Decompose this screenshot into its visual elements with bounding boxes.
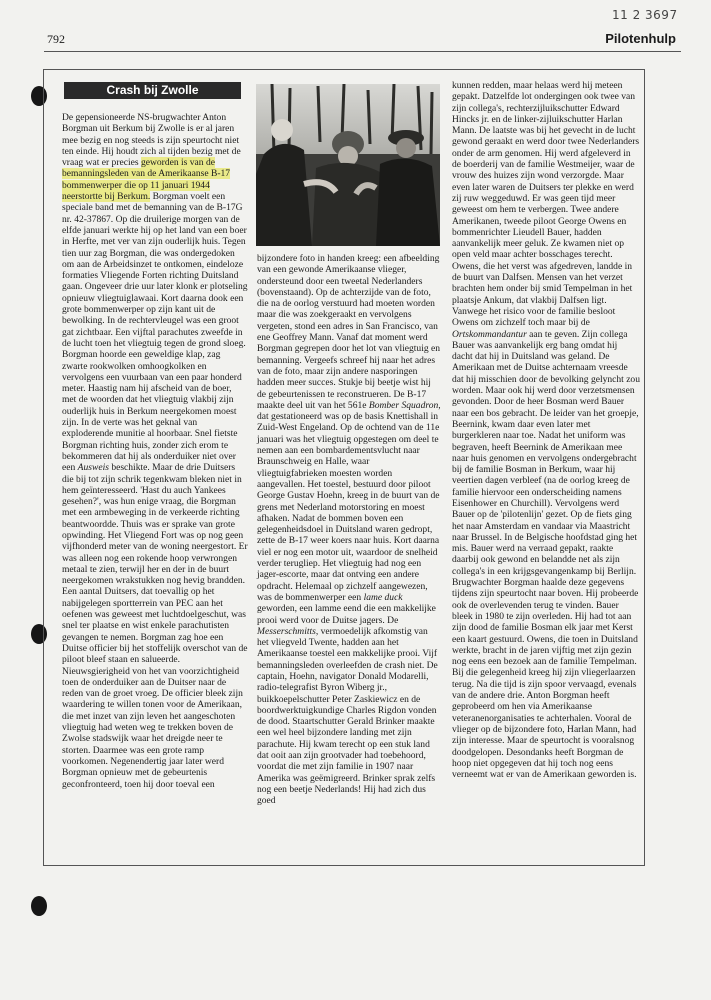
article-title: Crash bij Zwolle	[64, 82, 241, 99]
italic-term-bomber-squadron: Bomber Squadron	[368, 399, 439, 411]
header-rule	[44, 51, 681, 52]
column-2-text-part-3: geworden, een lamme eend die een makkelijke prooi werd voor de Duitse jagers. De	[257, 603, 436, 626]
column-2-text-start: bijzondere foto in handen kreeg: een afbeelding van een gewonde Amerikaanse vlieger, ondersteund door een tweetal Nederlanders (bovenstaand). Op de achterzijde van de foto, die na de oorlog verstuurd had moeten worden maar die was zoekgeraakt en vervolgens vergeten, stond een adres in San Francisco, van ene Geoffrey Mann. Vanaf dat moment werd Borgman gegrepen door het lot van vliegtuig en bemanning. Vergeefs schreef hij naar het adres van de foto, maar zijn andere nasporingen hadden meer succes. Stukje bij beetje wist hij de gebeurtenissen te reconstrueren. De B-17 maakte deel uit van het 561e	[257, 253, 441, 411]
article-photo	[256, 84, 440, 246]
column-2-text-part-2: , dat gestationeerd was op de basis Knettishall in Zuid-West Engeland. Op de ochtend van de 11e januari was het vliegtuig opgestegen om deel te nemen aan een bombardementsvlucht naar Braunschweig en Halle, waar vliegtuigfabrieken moesten worden aangevallen. Het toestel, bestuurd door piloot George Gustav Hoehn, kreeg in de buurt van de grens met Nederland motorstoring en moest afhaken. Nadat de bommen boven een gelegenheidsdoel in Duitsland waren gedropt, zette de B-17 weer koers naar huis. Kort daarna viel er nog een motor uit, waardoor de snelheid verder terugliep. Het vliegtuig had nog een jager-escorte, maar dat ontving een andere opdracht. Helemaal op zichzelf aangewezen, was de bommenwerper een	[257, 399, 441, 603]
column-3-text-start: kunnen redden, maar helaas werd hij meteen gepakt. Datzelfde lot ondergingen ook twee van zijn collega's, rechterzijluikschutter Edward Hincks jr. en de linker-zijluikschutter Harlan Mann. De laatste was bij het gevecht in de lucht gewond geraakt en werd door twee Nederlanders onder de arm genomen. Hij werd afgeleverd in de boerderij van de familie Westmeijer, waar de vrouw des huizes zijn wond verzorgde. Maar even later waren de Duitsers ter plekke en werd zij ruw weggeduwd. Er was geen tijd meer geweest om hem te verbergen. Twee andere Amerikanen, tweede piloot George Owens en bommenrichter Lieudell Bauer, hadden aanvankelijk meer geluk. Ze kwamen niet op open veld maar achter bosschages terecht. Owens, die het verst was afgedreven, landde in de buurt van Dalfsen. Mensen van het verzet brachten hem onder bij smid Tempelman in het plaatsje Ankum, dat vlakbij Dalfsen ligt. Vanwege het risico voor de familie besloot Owens om zichzelf toch maar bij de	[452, 80, 640, 329]
article-column-1	[62, 112, 248, 790]
column-1-text-middle: Borgman voelt een speciale band met de bemanning van de B-17G nr. 42-37867. Op die druilerige morgen van de elfde januari werkte hij op het land van een boer in Herfte, met ver van zijn ouderlijk huis. Tegen tien uur zag Borgman, die was ondergedoken om aan de Arbeidsinzet te ontkomen, eindeloze formaties Vliegende Forten richting Duitsland gaan. Ongeveer drie uur later klonk er plotseling opnieuw vliegtuiglawaai. Kort daarna dook een grote bommenwerper op zijn kant uit de bewolking. In de rechtervleugel was een groot gat zichtbaar. Een vijftal parachutes zweefde in de lucht toen het vliegtuig tegen de grond sloeg. Borgman hoorde een geweldige klap, zag zwarte rookwolken omhoogkolken en vervolgens een vuurbaan van een paar honderd meter. Haastig nam hij afscheid van de boer, met de woorden dat het vliegtuig vlakbij zijn ouderlijk huis in Berkum neergekomen moest zijn. In de verte was het geknal van exploderende munitie al hoorbaar. Snel fietste Borgman richting huis, zonder zich erom te bekommeren dat hij als onderduiker niet over een	[62, 191, 248, 474]
photo-soldiers-illustration	[256, 84, 440, 246]
column-2-text-end: , vermoedelijk afkomstig van het vliegveld Twente, hadden aan het Amerikaanse toestel een makkelijke prooi. Vijf bemanningsleden overleefden de crash niet. De captain, Hoehn, navigator Donald Modarelli, radio-telegrafist Byron Wiberg jr., buikkoepelschutter Peter Zaskiewicz en de boordwerktuigkundige Charles Rigdon vonden de dood. Staartschutter Gerald Brinker maakte een wel heel bijzondere landing met zijn parachute. Hij kwam terecht op een stuk land dat ooit aan zijn grootvader had toebehoord, voordat die met zijn familie in 1907 naar Amerika was geëmigreerd. Brinker sprak zelfs nog een beetje Nederlands! Hij had zich dus goed	[257, 625, 438, 807]
column-1-text-start: De gepensioneerde NS-brugwachter Anton Borgman uit Berkum bij Zwolle is er al jaren mee bezig en nog steeds is zijn speurtocht niet ten einde. Hij houdt zich al tijden bezig met de vraag wat er precies	[62, 112, 241, 169]
italic-term-ausweis: Ausweis	[77, 462, 109, 474]
handwritten-archive-number: 11 2 3697	[612, 8, 678, 22]
highlighted-passage: geworden is van de bemanningsleden van de Amerikaanse B-17 bommenwerper die op 11 januari 1944 neerstortte bij Berkum.	[62, 157, 231, 203]
running-head: Pilotenhulp	[605, 31, 676, 46]
article-column-3	[452, 80, 640, 780]
punch-hole-bottom	[31, 896, 47, 916]
italic-term-ortskommandantur: Ortskommandantur	[452, 328, 527, 340]
italic-term-messerschmitts: Messerschmitts	[257, 625, 316, 637]
italic-term-lame-duck: lame duck	[363, 591, 403, 603]
page-number: 792	[47, 32, 65, 46]
article-column-2	[257, 253, 441, 807]
column-3-text-end: aan te geven. Zijn collega Bauer was aanvankelijk erg bang omdat hij dacht dat hij in Duitsland was geland. De Amerikaan met de Duitse achternaam vreesde dat hij misschien door de bevolking gelyncht zou worden. Maar ook hij werd door verzetsmensen gevonden. Door de heer Bosman werd Bauer naar een bos gebracht. De leider van het groepje, Beernink, kwam daar even later met burgerkleren naar toe. Nadat het uniform was begraven, heeft Beernink de Amerikaan mee naar huis genomen en vervolgens ondergebracht bij de familie Bosman in Berkum, waar hij veertien dagen verbleef (na de oorlog kreeg de familie hiervoor een onderscheiding namens Eisenhower en Churchill). Vervolgens werd Bauer op de 'pilotenlijn' gezet. Op de fiets ging het naar Amsterdam en vandaar via Maastricht naar Brussel. In de Belgische hoofdstad ging het mis. Bauer werd na verraad gepakt, raakte daarbij ook gewond en belandde net als zijn collega's in een krijgsgevangenkamp bij Berlijn. Brugwachter Borgman haalde deze gegevens tijdens zijn speurtocht naar boven. Hij probeerde ook de overlevenden terug te vinden. Bauer bleek in 1980 te zijn overleden. Hij had tot aan zijn dood de familie Bosman elk jaar met Kerst een kaart gestuurd. Owens, die toen in Duitsland werkte, bracht in de jaren vijftig met zijn gezin nog eens een bezoek aan de familie Tempelman. Bij die gelegenheid kreeg hij zijn vliegerlaarzen terug. Na die tijd is zijn spoor vervaagd, evenals van de andere drie. Anton Borgman heeft geprobeerd om hen via Amerikaanse veteranenorganisaties te achterhalen. Vooral de vlieger op de bijzondere foto, Harlan Mann, had zijn interesse. Maar de speurtocht is vooralsnog doodgelopen. Desondanks heeft Borgman de hoop niet opgegeven dat hij toch nog eens verneemt wat er van de Amerikaan geworden is.	[452, 328, 640, 781]
column-1-text-end: beschikte. Maar de drie Duitsers die bij tot zijn schrik tegenkwam bleken niet in hem geïnteresseerd. 'Hast du auch Yankees gesehen?', was hun enige vraag, die Borgman met een armbeweging in de verkeerde richting beantwoordde. Thuis was er sprake van grote opwinding. Het Vliegend Fort was op nog geen vijfhonderd meter van de woning neergestort. Er was alleen nog een rokende hoop verwrongen metaal te zien, terwijl her en der in de buurt neergekomen wrakstukken nog hevig brandden. Een aantal Duitsers, dat toevallig op het nabijgelegen sportterrein van PEC aan het oefenen was geweest met luchtdoelgeschut, was snel ter plaatse en wist enkele parachutisten gevangen te nemen. Borgman zag hoe een Duitse officier bij het stoffelijk overschot van de piloot bleef staan en salueerde. Nieuwsgierigheid von het van voorzichtigheid toen de onderduiker aan de Duitser naar de reden van de groet vroeg. De officier bleek zijn waardering te willen tonen voor de Amerikaan, die met inzet van zijn leven het aangeschoten vliegtuig had weten weg te trekken boven de Zwolse stadswijk waar het dreigde neer te storten. Daarmee was een grote ramp voorkomen. Negenendertig jaar later werd Borgman opnieuw met de gebeurtenis geconfronteerd, toen hij door toeval een	[62, 462, 248, 790]
